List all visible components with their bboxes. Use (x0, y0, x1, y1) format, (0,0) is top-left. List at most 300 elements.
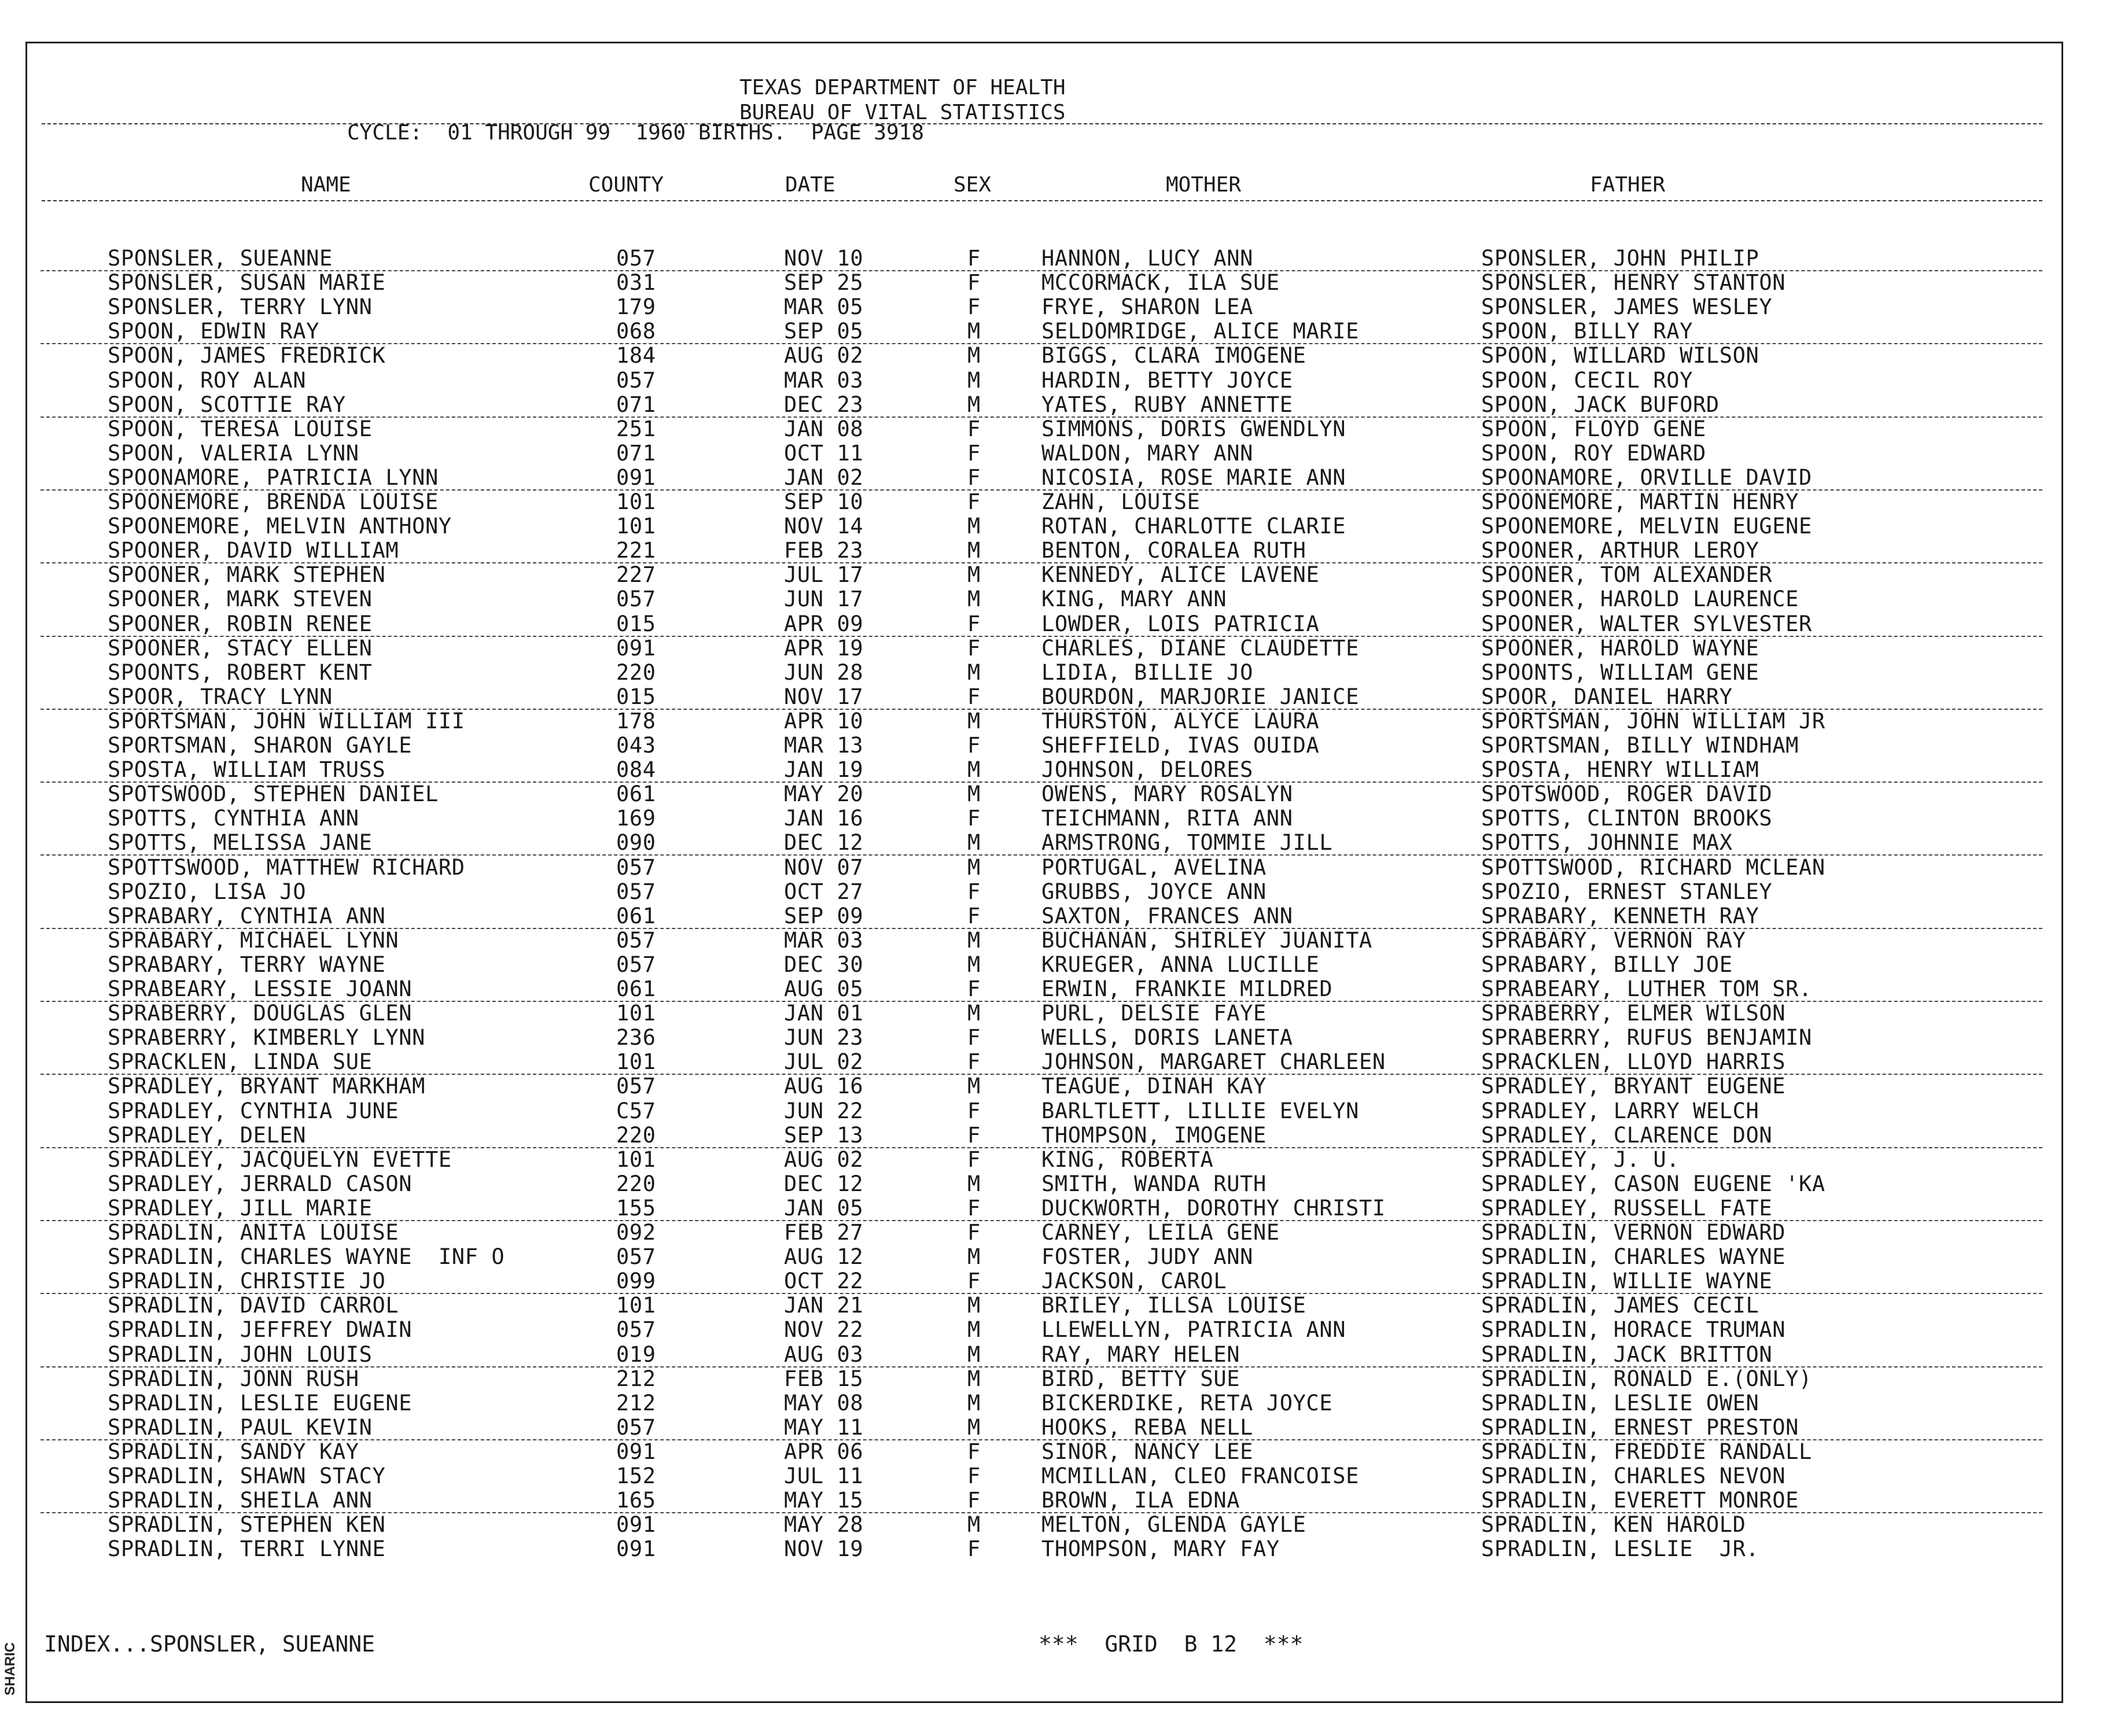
cell-name: SPRADLIN, LESLIE EUGENE (108, 1390, 413, 1416)
side-label: SHARIC (2, 1642, 18, 1696)
cell-mother: SINOR, NANCY LEE (1041, 1439, 1254, 1464)
cell-name: SPOONEMORE, BRENDA LOUISE (108, 489, 439, 514)
cell-date: JUL 17 (784, 562, 864, 588)
cell-name: SPOONER, MARK STEPHEN (108, 562, 386, 588)
cell-sex: F (967, 611, 981, 636)
cell-date: MAY 15 (784, 1488, 864, 1513)
cell-father: SPOON, WILLARD WILSON (1481, 343, 1759, 368)
cell-sex: F (967, 1025, 981, 1051)
cell-mother: KING, MARY ANN (1041, 587, 1227, 612)
cell-father: SPOON, CECIL ROY (1481, 367, 1693, 393)
cell-date: NOV 22 (784, 1317, 864, 1343)
cell-date: SEP 10 (784, 489, 864, 514)
cell-mother: ZAHN, LOUISE (1041, 489, 1201, 514)
cell-father: SPRADLIN, EVERETT MONROE (1481, 1488, 1799, 1513)
cell-date: APR 10 (784, 708, 864, 734)
cell-mother: LIDIA, BILLIE JO (1041, 659, 1254, 685)
cell-name: SPRADLIN, JONN RUSH (108, 1366, 359, 1391)
cell-name: SPOONEMORE, MELVIN ANTHONY (108, 514, 452, 539)
cell-father: SPRABERRY, RUFUS BENJAMIN (1481, 1025, 1812, 1051)
cell-date: NOV 17 (784, 684, 864, 709)
cell-date: AUG 03 (784, 1341, 864, 1367)
cell-sex: F (967, 1098, 981, 1123)
cell-date: AUG 16 (784, 1074, 864, 1099)
cell-mother: SIMMONS, DORIS GWENDLYN (1041, 416, 1346, 441)
cell-date: AUG 12 (784, 1244, 864, 1270)
cell-county: 057 (616, 367, 656, 393)
cell-name: SPRABARY, MICHAEL LYNN (108, 927, 399, 953)
cell-sex: M (967, 1341, 981, 1367)
cell-mother: LOWDER, LOIS PATRICIA (1041, 611, 1320, 636)
cell-date: DEC 30 (784, 952, 864, 977)
cell-county: 091 (616, 1439, 656, 1464)
cell-sex: F (967, 1122, 981, 1148)
cell-county: 057 (616, 1244, 656, 1270)
cell-county: 091 (616, 635, 656, 661)
cell-name: SPRADLEY, JERRALD CASON (108, 1171, 413, 1196)
cell-mother: KING, ROBERTA (1041, 1147, 1214, 1172)
cell-father: SPRADLEY, CASON EUGENE 'KA (1481, 1171, 1825, 1196)
cell-mother: JOHNSON, DELORES (1041, 757, 1254, 783)
cell-father: SPRADLIN, VERNON EDWARD (1481, 1220, 1786, 1245)
cell-sex: M (967, 562, 981, 588)
cell-sex: M (967, 587, 981, 612)
cell-mother: MCCORMACK, ILA SUE (1041, 270, 1280, 296)
cell-name: SPOONER, MARK STEVEN (108, 587, 373, 612)
cell-mother: TEAGUE, DINAH KAY (1041, 1074, 1266, 1099)
cell-father: SPRADLEY, J. U. (1481, 1147, 1680, 1172)
cell-county: 091 (616, 1536, 656, 1562)
cell-date: OCT 11 (784, 440, 864, 466)
cell-county: 155 (616, 1195, 656, 1221)
cell-name: SPRADLEY, JILL MARIE (108, 1195, 373, 1221)
cell-sex: M (967, 392, 981, 417)
cell-name: SPRADLIN, CHRISTIE JO (108, 1269, 386, 1294)
cell-date: DEC 23 (784, 392, 864, 417)
cell-father: SPOONER, WALTER SYLVESTER (1481, 611, 1812, 636)
cell-sex: M (967, 514, 981, 539)
cell-name: SPRADLIN, TERRI LYNNE (108, 1536, 386, 1562)
cell-mother: HANNON, LUCY ANN (1041, 246, 1254, 271)
cell-name: SPOON, TERESA LOUISE (108, 416, 373, 441)
cell-father: SPRADLIN, CHARLES NEVON (1481, 1464, 1786, 1488)
cell-date: AUG 02 (784, 343, 864, 368)
cell-county: 220 (616, 1171, 656, 1196)
cell-date: JAN 21 (784, 1293, 864, 1318)
cell-name: SPOON, ROY ALAN (108, 367, 307, 393)
cell-name: SPRADLEY, DELEN (108, 1122, 307, 1148)
cell-name: SPRADLIN, JEFFREY DWAIN (108, 1317, 413, 1343)
cell-father: SPOON, FLOYD GENE (1481, 416, 1706, 441)
cell-father: SPRADLEY, LARRY WELCH (1481, 1098, 1759, 1123)
cell-name: SPOON, JAMES FREDRICK (108, 343, 386, 368)
cell-sex: M (967, 343, 981, 368)
cell-date: NOV 19 (784, 1536, 864, 1562)
cell-county: 061 (616, 782, 656, 807)
cell-sex: M (967, 1293, 981, 1318)
cell-county: 061 (616, 903, 656, 928)
cell-date: MAR 13 (784, 733, 864, 758)
cell-father: SPOONER, HAROLD LAURENCE (1481, 587, 1799, 612)
cell-name: SPOONAMORE, PATRICIA LYNN (108, 465, 439, 490)
cell-father: SPRACKLEN, LLOYD HARRIS (1481, 1049, 1786, 1075)
cell-name: SPONSLER, SUSAN MARIE (108, 270, 386, 296)
cell-county: 101 (616, 489, 656, 514)
cell-father: SPRABERRY, ELMER WILSON (1481, 1001, 1786, 1026)
cell-name: SPOON, VALERIA LYNN (108, 440, 359, 466)
cell-county: 091 (616, 1512, 656, 1538)
cell-father: SPRABEARY, LUTHER TOM SR. (1481, 976, 1812, 1001)
cell-name: SPRADLIN, CHARLES WAYNE INF O (108, 1244, 505, 1270)
cell-sex: F (967, 976, 981, 1001)
cell-father: SPORTSMAN, JOHN WILLIAM JR (1481, 708, 1825, 734)
cell-name: SPOTTS, CYNTHIA ANN (108, 806, 359, 831)
cell-date: AUG 02 (784, 1147, 864, 1172)
cell-sex: M (967, 854, 981, 880)
cell-mother: BICKERDIKE, RETA JOYCE (1041, 1390, 1333, 1416)
cell-mother: DUCKWORTH, DOROTHY CHRISTI (1041, 1195, 1386, 1221)
cell-date: SEP 05 (784, 319, 864, 344)
column-header-divider (42, 200, 2042, 201)
cell-sex: F (967, 1220, 981, 1245)
footer-grid: *** GRID B 12 *** (1039, 1631, 1304, 1657)
cell-county: 220 (616, 1122, 656, 1148)
cell-sex: F (967, 879, 981, 904)
cell-date: SEP 13 (784, 1122, 864, 1148)
cell-name: SPRACKLEN, LINDA SUE (108, 1049, 373, 1075)
cell-sex: F (967, 1536, 981, 1562)
cell-sex: M (967, 1390, 981, 1416)
cell-sex: F (967, 294, 981, 320)
cell-father: SPRADLIN, HORACE TRUMAN (1481, 1317, 1786, 1343)
cell-sex: M (967, 1317, 981, 1343)
cell-name: SPONSLER, SUEANNE (108, 246, 333, 271)
cell-mother: SELDOMRIDGE, ALICE MARIE (1041, 319, 1360, 344)
cell-name: SPRADLIN, DAVID CARROL (108, 1293, 399, 1318)
cell-county: 057 (616, 246, 656, 271)
column-header-name: NAME (301, 173, 351, 197)
cell-date: AUG 05 (784, 976, 864, 1001)
cell-date: DEC 12 (784, 1171, 864, 1196)
cell-date: JUN 22 (784, 1098, 864, 1123)
cell-county: 091 (616, 465, 656, 490)
cell-name: SPOOR, TRACY LYNN (108, 684, 333, 709)
cell-county: 101 (616, 1147, 656, 1172)
cell-date: JUN 23 (784, 1025, 864, 1051)
cell-father: SPOONTS, WILLIAM GENE (1481, 659, 1759, 685)
cell-sex: M (967, 1074, 981, 1099)
cell-date: MAY 28 (784, 1512, 864, 1538)
cell-name: SPOTSWOOD, STEPHEN DANIEL (108, 782, 439, 807)
cell-county: 057 (616, 1414, 656, 1440)
column-header-county: COUNTY (588, 173, 664, 197)
cell-father: SPOONER, TOM ALEXANDER (1481, 562, 1773, 588)
cell-father: SPOOR, DANIEL HARRY (1481, 684, 1733, 709)
cell-father: SPRADLIN, FREDDIE RANDALL (1481, 1439, 1812, 1464)
cell-mother: THOMPSON, MARY FAY (1041, 1536, 1280, 1562)
cell-name: SPOON, SCOTTIE RAY (108, 392, 346, 417)
cell-sex: F (967, 635, 981, 661)
cell-mother: BENTON, CORALEA RUTH (1041, 538, 1306, 563)
cell-mother: LLEWELLYN, PATRICIA ANN (1041, 1317, 1346, 1343)
cell-date: APR 19 (784, 635, 864, 661)
cell-date: JAN 05 (784, 1195, 864, 1221)
cell-sex: F (967, 733, 981, 758)
cell-sex: M (967, 1001, 981, 1026)
cell-date: JUN 28 (784, 659, 864, 685)
cell-sex: M (967, 1171, 981, 1196)
cell-father: SPONSLER, HENRY STANTON (1481, 270, 1786, 296)
cell-sex: F (967, 1269, 981, 1294)
cell-mother: MELTON, GLENDA GAYLE (1041, 1512, 1306, 1538)
cell-mother: CARNEY, LEILA GENE (1041, 1220, 1280, 1245)
cell-name: SPRADLIN, STEPHEN KEN (108, 1512, 386, 1538)
cell-county: 236 (616, 1025, 656, 1051)
cell-mother: BUCHANAN, SHIRLEY JUANITA (1041, 927, 1372, 953)
cell-name: SPOONTS, ROBERT KENT (108, 659, 373, 685)
cell-mother: KENNEDY, ALICE LAVENE (1041, 562, 1320, 588)
column-header-sex: SEX (953, 173, 992, 197)
cell-sex: F (967, 416, 981, 441)
cell-name: SPRABERRY, KIMBERLY LYNN (108, 1025, 426, 1051)
cell-date: APR 06 (784, 1439, 864, 1464)
cell-father: SPOONAMORE, ORVILLE DAVID (1481, 465, 1812, 490)
cell-date: FEB 15 (784, 1366, 864, 1391)
cell-father: SPRADLIN, LESLIE JR. (1481, 1536, 1759, 1562)
cell-name: SPRADLEY, JACQUELYN EVETTE (108, 1147, 452, 1172)
cell-county: 084 (616, 757, 656, 783)
cell-sex: F (967, 465, 981, 490)
cell-mother: NICOSIA, ROSE MARIE ANN (1041, 465, 1346, 490)
cell-father: SPRADLIN, LESLIE OWEN (1481, 1390, 1759, 1416)
cell-date: JAN 02 (784, 465, 864, 490)
cell-father: SPRADLIN, JAMES CECIL (1481, 1293, 1759, 1318)
cell-mother: BIGGS, CLARA IMOGENE (1041, 343, 1306, 368)
cell-mother: THOMPSON, IMOGENE (1041, 1122, 1266, 1148)
cell-mother: BOURDON, MARJORIE JANICE (1041, 684, 1360, 709)
cell-father: SPRADLEY, CLARENCE DON (1481, 1122, 1773, 1148)
cell-mother: PORTUGAL, AVELINA (1041, 854, 1266, 880)
cell-father: SPOON, BILLY RAY (1481, 319, 1693, 344)
cell-father: SPOONER, ARTHUR LEROY (1481, 538, 1759, 563)
cell-sex: F (967, 806, 981, 831)
cell-county: 071 (616, 392, 656, 417)
cell-name: SPONSLER, TERRY LYNN (108, 294, 373, 320)
cell-county: 101 (616, 1049, 656, 1075)
cell-county: 101 (616, 514, 656, 539)
cell-name: SPOTTSWOOD, MATTHEW RICHARD (108, 854, 465, 880)
cell-father: SPOONER, HAROLD WAYNE (1481, 635, 1759, 661)
cell-mother: MCMILLAN, CLEO FRANCOISE (1041, 1464, 1360, 1488)
cell-date: JUL 11 (784, 1464, 864, 1488)
cell-sex: M (967, 927, 981, 953)
cell-date: JAN 08 (784, 416, 864, 441)
column-header-mother: MOTHER (1166, 173, 1242, 197)
cell-father: SPRADLIN, JACK BRITTON (1481, 1341, 1773, 1367)
cell-name: SPOONER, ROBIN RENEE (108, 611, 373, 636)
cell-county: 101 (616, 1293, 656, 1318)
cell-county: 178 (616, 708, 656, 734)
cell-name: SPOSTA, WILLIAM TRUSS (108, 757, 386, 783)
cell-name: SPRADLIN, ANITA LOUISE (108, 1220, 399, 1245)
cell-date: JUN 17 (784, 587, 864, 612)
cell-county: 057 (616, 1074, 656, 1099)
cell-sex: F (967, 1147, 981, 1172)
cell-sex: F (967, 246, 981, 271)
cell-mother: SMITH, WANDA RUTH (1041, 1171, 1266, 1196)
cell-mother: ROTAN, CHARLOTTE CLARIE (1041, 514, 1346, 539)
cell-county: 057 (616, 587, 656, 612)
cell-county: 251 (616, 416, 656, 441)
cell-sex: M (967, 1244, 981, 1270)
cell-father: SPRADLIN, ERNEST PRESTON (1481, 1414, 1799, 1440)
cell-mother: PURL, DELSIE FAYE (1041, 1001, 1266, 1026)
cell-county: 221 (616, 538, 656, 563)
cell-father: SPOONEMORE, MELVIN EUGENE (1481, 514, 1812, 539)
cell-mother: FOSTER, JUDY ANN (1041, 1244, 1254, 1270)
cell-date: NOV 14 (784, 514, 864, 539)
column-header-father: FATHER (1590, 173, 1666, 197)
cell-name: SPRABARY, TERRY WAYNE (108, 952, 386, 977)
cell-county: C57 (616, 1098, 656, 1123)
cell-sex: M (967, 830, 981, 856)
cell-date: OCT 22 (784, 1269, 864, 1294)
column-header-date: DATE (785, 173, 835, 197)
cell-sex: F (967, 1195, 981, 1221)
cell-father: SPOZIO, ERNEST STANLEY (1481, 879, 1773, 904)
cell-father: SPOSTA, HENRY WILLIAM (1481, 757, 1759, 783)
cell-father: SPRADLIN, CHARLES WAYNE (1481, 1244, 1786, 1270)
header-divider-top (42, 123, 2042, 124)
cell-mother: GRUBBS, JOYCE ANN (1041, 879, 1266, 904)
cell-county: 057 (616, 927, 656, 953)
cell-sex: F (967, 903, 981, 928)
cell-county: 019 (616, 1341, 656, 1367)
cell-name: SPRADLIN, SHAWN STACY (108, 1464, 386, 1488)
cell-mother: HARDIN, BETTY JOYCE (1041, 367, 1293, 393)
cell-date: MAY 11 (784, 1414, 864, 1440)
cell-sex: M (967, 757, 981, 783)
cell-name: SPRADLIN, SANDY KAY (108, 1439, 359, 1464)
cell-date: MAY 08 (784, 1390, 864, 1416)
cell-mother: SAXTON, FRANCES ANN (1041, 903, 1293, 928)
cell-county: 043 (616, 733, 656, 758)
cell-date: MAR 03 (784, 927, 864, 953)
cell-sex: M (967, 659, 981, 685)
cell-county: 220 (616, 659, 656, 685)
cell-mother: KRUEGER, ANNA LUCILLE (1041, 952, 1320, 977)
cell-date: JUL 02 (784, 1049, 864, 1075)
cell-county: 092 (616, 1220, 656, 1245)
cell-father: SPRADLEY, BRYANT EUGENE (1481, 1074, 1786, 1099)
cell-date: FEB 23 (784, 538, 864, 563)
cell-county: 099 (616, 1269, 656, 1294)
cell-date: NOV 07 (784, 854, 864, 880)
cell-sex: M (967, 782, 981, 807)
cell-sex: F (967, 489, 981, 514)
cell-mother: RAY, MARY HELEN (1041, 1341, 1240, 1367)
cell-sex: M (967, 708, 981, 734)
cell-name: SPORTSMAN, SHARON GAYLE (108, 733, 413, 758)
cell-date: SEP 09 (784, 903, 864, 928)
cell-name: SPRABERRY, DOUGLAS GLEN (108, 1001, 413, 1026)
cell-county: 227 (616, 562, 656, 588)
cell-county: 179 (616, 294, 656, 320)
cell-county: 152 (616, 1464, 656, 1488)
cell-mother: ARMSTRONG, TOMMIE JILL (1041, 830, 1333, 856)
cell-date: DEC 12 (784, 830, 864, 856)
cell-father: SPORTSMAN, BILLY WINDHAM (1481, 733, 1799, 758)
cell-sex: F (967, 684, 981, 709)
cell-county: 071 (616, 440, 656, 466)
cell-name: SPRADLEY, CYNTHIA JUNE (108, 1098, 399, 1123)
cell-date: OCT 27 (784, 879, 864, 904)
cell-name: SPRABEARY, LESSIE JOANN (108, 976, 413, 1001)
cell-name: SPRADLEY, BRYANT MARKHAM (108, 1074, 426, 1099)
footer-index: INDEX...SPONSLER, SUEANNE (44, 1631, 375, 1657)
cell-county: 031 (616, 270, 656, 296)
cell-date: SEP 25 (784, 270, 864, 296)
cell-sex: F (967, 1488, 981, 1513)
cell-mother: HOOKS, REBA NELL (1041, 1414, 1254, 1440)
cell-father: SPOTTS, CLINTON BROOKS (1481, 806, 1773, 831)
cell-county: 057 (616, 854, 656, 880)
cell-father: SPRADLIN, RONALD E.(ONLY) (1481, 1366, 1812, 1391)
cell-county: 057 (616, 1317, 656, 1343)
cell-county: 184 (616, 343, 656, 368)
cell-county: 068 (616, 319, 656, 344)
cell-date: JAN 01 (784, 1001, 864, 1026)
header-line-2: BUREAU OF VITAL STATISTICS (739, 101, 1066, 124)
cell-father: SPOTTS, JOHNNIE MAX (1481, 830, 1733, 856)
cell-father: SPONSLER, JOHN PHILIP (1481, 246, 1759, 271)
cell-mother: BRILEY, ILLSA LOUISE (1041, 1293, 1306, 1318)
cell-father: SPOONEMORE, MARTIN HENRY (1481, 489, 1799, 514)
cell-sex: M (967, 1414, 981, 1440)
cell-father: SPOON, ROY EDWARD (1481, 440, 1706, 466)
cell-mother: BARLTLETT, LILLIE EVELYN (1041, 1098, 1360, 1123)
cell-mother: FRYE, SHARON LEA (1041, 294, 1254, 320)
cell-sex: M (967, 952, 981, 977)
cycle-line: CYCLE: 01 THROUGH 99 1960 BIRTHS. PAGE 3918 (347, 121, 924, 145)
cell-date: MAY 20 (784, 782, 864, 807)
cell-name: SPRADLIN, PAUL KEVIN (108, 1414, 373, 1440)
cell-sex: F (967, 270, 981, 296)
cell-father: SPOON, JACK BUFORD (1481, 392, 1720, 417)
cell-mother: JACKSON, CAROL (1041, 1269, 1227, 1294)
cell-father: SPRABARY, BILLY JOE (1481, 952, 1733, 977)
cell-date: JAN 16 (784, 806, 864, 831)
cell-mother: WELLS, DORIS LANETA (1041, 1025, 1293, 1051)
cell-sex: M (967, 1366, 981, 1391)
cell-name: SPOONER, STACY ELLEN (108, 635, 373, 661)
cell-county: 090 (616, 830, 656, 856)
cell-mother: BROWN, ILA EDNA (1041, 1488, 1240, 1513)
cell-name: SPOTTS, MELISSA JANE (108, 830, 373, 856)
cell-sex: M (967, 1512, 981, 1538)
cell-date: FEB 27 (784, 1220, 864, 1245)
cell-date: JAN 19 (784, 757, 864, 783)
cell-county: 015 (616, 611, 656, 636)
cell-father: SPOTSWOOD, ROGER DAVID (1481, 782, 1773, 807)
cell-name: SPRADLIN, JOHN LOUIS (108, 1341, 373, 1367)
cell-mother: TEICHMANN, RITA ANN (1041, 806, 1293, 831)
cell-name: SPOZIO, LISA JO (108, 879, 307, 904)
cell-father: SPRADLEY, RUSSELL FATE (1481, 1195, 1773, 1221)
cell-mother: ERWIN, FRANKIE MILDRED (1041, 976, 1333, 1001)
cell-name: SPOONER, DAVID WILLIAM (108, 538, 399, 563)
cell-mother: WALDON, MARY ANN (1041, 440, 1254, 466)
